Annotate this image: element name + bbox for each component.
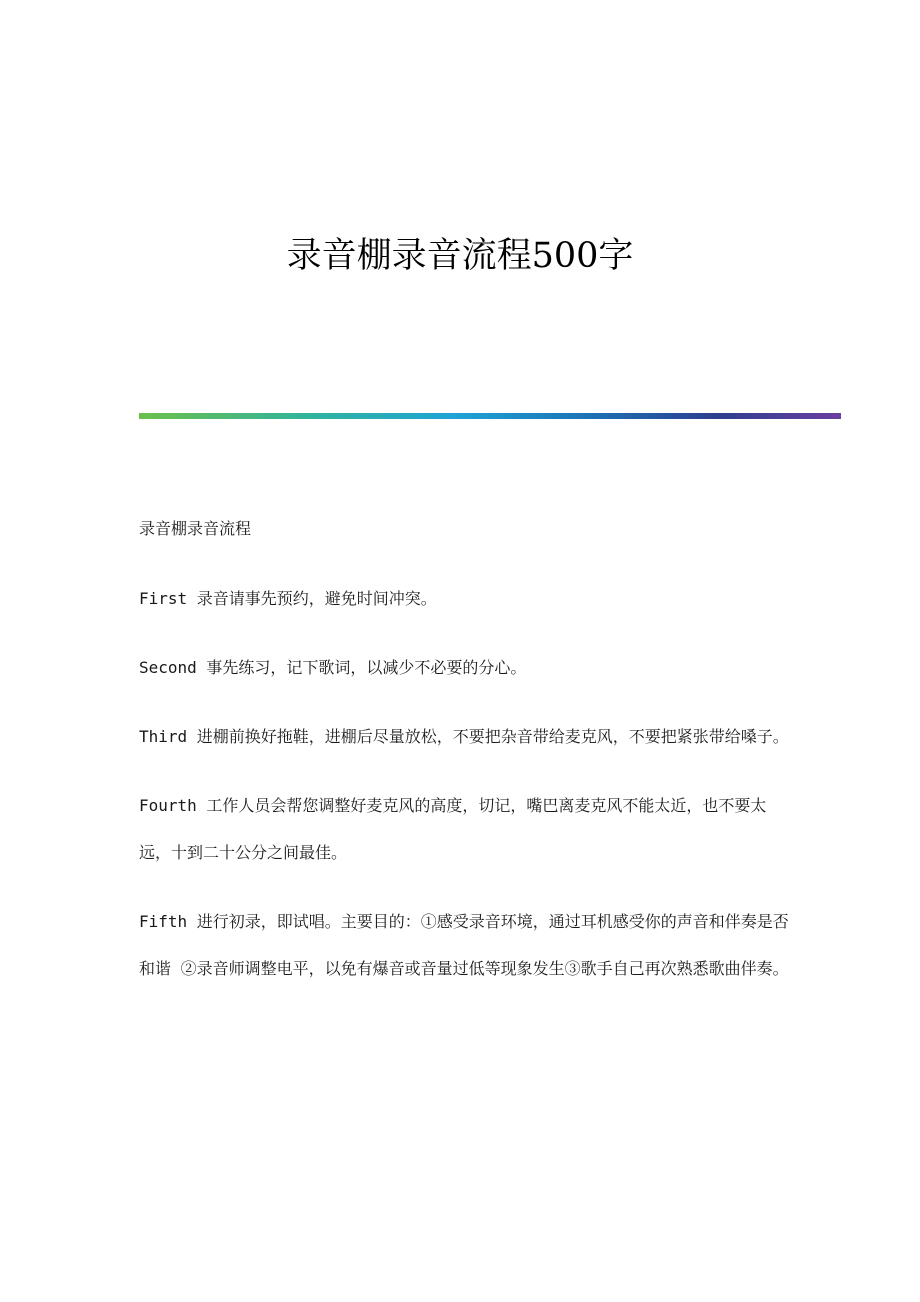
paragraph-third: Third 进棚前换好拖鞋，进棚后尽量放松，不要把杂音带给麦克风，不要把紧张带给嗓子。 [139,727,789,746]
paragraph-second: Second 事先练习，记下歌词，以减少不必要的分心。 [139,658,527,677]
paragraph-fourth: Fourth 工作人员会帮您调整好麦克风的高度，切记，嘴巴离麦克风不能太近，也不要太远，十到二十公分之间最佳。 [139,796,767,862]
document-body [139,505,789,1014]
document-title: 录音棚录音流程500字 [286,236,634,276]
section-heading: 录音棚录音流程 [139,519,252,538]
paragraph-fifth: Fifth 进行初录，即试唱。主要目的：①感受录音环境，通过耳机感受你的声音和伴奏是否和谐 ②录音师调整电平，以免有爆音或音量过低等现象发生③歌手自己再次熟悉歌曲伴奏。 [139,912,789,978]
gradient-divider [139,413,841,419]
paragraph-first: First 录音请事先预约，避免时间冲突。 [139,589,437,608]
